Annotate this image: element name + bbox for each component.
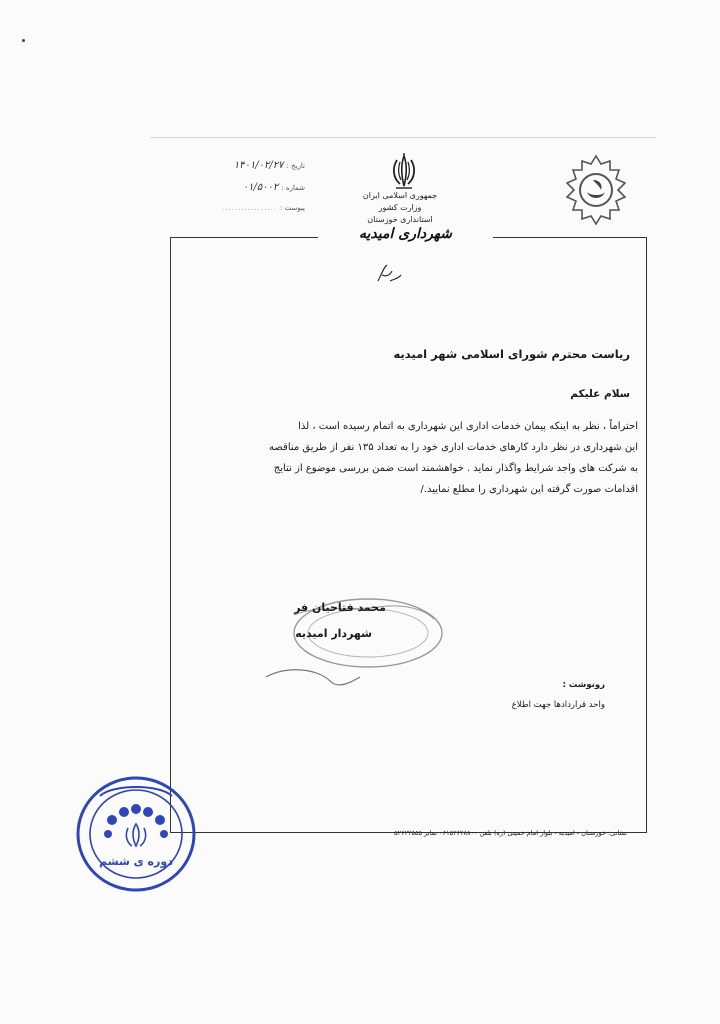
header-rule	[150, 137, 656, 138]
scan-speck	[22, 39, 25, 42]
institution-line: وزارت کشور	[378, 203, 422, 212]
signer-name: محمد فتاحیان فر	[294, 601, 386, 614]
number-row	[243, 182, 305, 193]
date-value: ۱۴۰۱/۰۲/۲۷	[233, 160, 284, 171]
handwritten-mark	[374, 261, 404, 287]
handwritten-mark-text: بایگانی	[374, 261, 377, 262]
body-line: به شرکت های واجد شرایط واگذار نماید . خواهشمند است ضمن بررسی موضوع از نتایج	[273, 463, 638, 474]
number-value: ۰۱/۵۰۰۲	[242, 182, 279, 193]
municipality-logo-icon	[557, 152, 635, 232]
seal-center-text: دوره ی ششم	[99, 855, 173, 868]
greeting: سلام علیکم	[570, 388, 630, 400]
municipality-title: شهرداری امیدیه	[359, 226, 452, 242]
body-line: اقدامات صورت گرفته این شهرداری را مطلع نمایید./	[420, 484, 638, 495]
cc-label: رونوشت :	[562, 680, 605, 690]
institution-line: استانداری خوزستان	[367, 215, 433, 224]
letter-frame	[170, 237, 647, 833]
attachment-row	[222, 204, 305, 212]
number-label: شماره :	[281, 184, 305, 192]
date-row	[234, 160, 305, 171]
letter-body	[186, 416, 638, 500]
cc-item: واحد قراردادها جهت اطلاع	[511, 700, 605, 710]
attachment-label: پیوست :	[280, 204, 305, 212]
signer-title: شهردار امیدیه	[295, 627, 372, 640]
body-line: احتراماً ، نظر به اینکه پیمان خدمات اداری این شهرداری به اتمام رسیده است ، لذا	[298, 421, 638, 432]
recipient-line: ریاست محترم شورای اسلامی شهر امیدیه	[393, 347, 630, 361]
institution-line: جمهوری اسلامی ایران	[362, 191, 438, 200]
iran-emblem-icon	[388, 152, 420, 192]
footer-address: نشانی: خوزستان - امیدیه - بلوار امام خمینی (ره) تلفن ۰۶۱۵۲۶۲۸۸۰۰ نمابر ۵۲۶۲۲۵۵۵	[394, 829, 627, 837]
council-seal-stamp	[72, 772, 200, 896]
date-label: تاریخ :	[286, 162, 305, 170]
body-line: این شهرداری در نظر دارد کارهای خدمات اداری خود را به تعداد ۱۳۵ نفر از طریق مناقصه	[269, 442, 638, 453]
institution-block	[330, 190, 470, 226]
attachment-blank: .................	[222, 204, 277, 212]
